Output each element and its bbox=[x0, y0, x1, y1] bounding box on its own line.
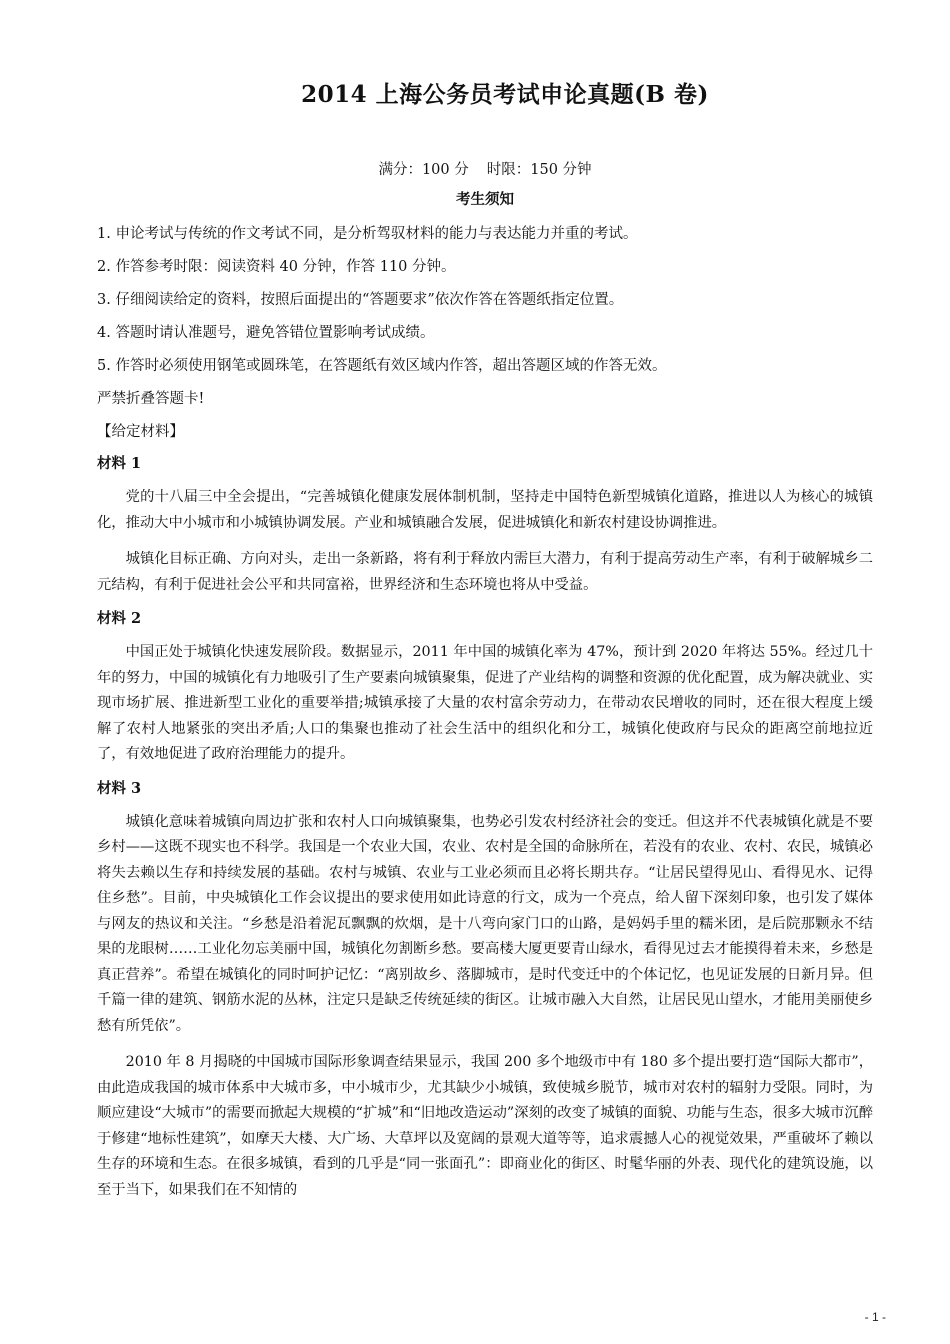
document-title: 2014 上海公务员考试申论真题(B 卷) bbox=[301, 81, 709, 108]
notice-item-4: 4. 答题时请认准题号，避免答错位置影响考试成绩。 bbox=[97, 325, 435, 341]
exam-page bbox=[97, 78, 873, 1214]
material-2-paragraph-1: 中国正处于城镇化快速发展阶段。数据显示，2011 年中国的城镇化率为 47%，预计到 2020 年将达 55%。经过几十年的努力，中国的城镇化有力地吸引了生产要素向城镇聚集，促进了产业结构的调整和资源的优化配置，成为解决就业、实现市场扩展、推进新型工业化的重要举措;城镇承接了大量的农村富余劳动力，在带动农民增收的同时，还在很大程度上缓解了农村人地紧张的突出矛盾;人口的集聚也推动了社会生活中的组织化和分工，城镇化使政府与民众的距离空前地拉近了，有效地促进了政府治理能力的提升。 bbox=[97, 644, 873, 762]
exam-meta bbox=[97, 160, 873, 180]
page-number: - 1 - bbox=[864, 1310, 886, 1324]
material-3-paragraph-1: 城镇化意味着城镇向周边扩张和农村人口向城镇聚集，也势必引发农村经济社会的变迁。但这并不代表城镇化就是不要乡村——这既不现实也不科学。我国是一个农业大国，农业、农村是全国的命脉所在，若没有的农业、农村、农民，城镇必将失去赖以生存和持续发展的基础。农村与城镇、农业与工业必须而且必将长期共存。“让居民望得见山、看得见水、记得住乡愁”。目前，中央城镇化工作会议提出的要求使用如此诗意的行文，成为一个亮点，给人留下深刻印象，也引发了媒体与网友的热议和关注。“乡愁是沿着泥瓦飘飘的炊烟，是十八弯向家门口的山路，是妈妈手里的糯米团，是后院那颗永不结果的龙眼树……工业化勿忘美丽中国，城镇化勿割断乡愁。要高楼大厦更要青山绿水，看得见过去才能摸得着未来，乡愁是真正营养”。希望在城镇化的同时呵护记忆：“离别故乡、落脚城市，是时代变迁中的个体记忆，也见证发展的日新月异。但千篇一律的建筑、钢筋水泥的丛林，注定只是缺乏传统延续的街区。让城市融入大自然，让居民见山望水，才能用美丽使乡愁有所凭依”。 bbox=[97, 813, 873, 1034]
material-1-heading: 材料 1 bbox=[97, 455, 142, 472]
material-1-paragraph-1: 党的十八届三中全会提出，“完善城镇化健康发展体制机制，坚持走中国特色新型城镇化道路，推进以人为核心的城镇化，推动大中小城市和小城镇协调发展。产业和城镇融合发展，促进城镇化和新农村建设协调推进。 bbox=[97, 489, 873, 531]
notice-warning: 严禁折叠答题卡! bbox=[97, 391, 205, 407]
score-info: 满分：100 分 bbox=[378, 162, 469, 178]
material-3-heading: 材料 3 bbox=[97, 779, 142, 797]
notice-item-3: 3. 仔细阅读给定的资料，按照后面提出的“答题要求”依次作答在答题纸指定位置。 bbox=[97, 292, 624, 308]
materials-heading: 【给定材料】 bbox=[97, 424, 184, 440]
material-2-heading: 材料 2 bbox=[97, 610, 142, 627]
notice-item-2: 2. 作答参考时限：阅读资料 40 分钟，作答 110 分钟。 bbox=[97, 259, 456, 275]
time-limit-info: 时限：150 分钟 bbox=[486, 162, 592, 178]
notice-item-5: 5. 作答时必须使用钢笔或圆珠笔，在答题纸有效区域内作答，超出答题区域的作答无效。 bbox=[97, 358, 667, 374]
notice-item-1: 1. 申论考试与传统的作文考试不同，是分析驾驭材料的能力与表达能力并重的考试。 bbox=[97, 226, 638, 242]
material-1-paragraph-2: 城镇化目标正确、方向对头，走出一条新路，将有利于释放内需巨大潜力，有利于提高劳动生产率，有利于破解城乡二元结构，有利于促进社会公平和共同富裕，世界经济和生态环境也将从中受益。 bbox=[97, 551, 873, 593]
material-3-paragraph-2: 2010 年 8 月揭晓的中国城市国际形象调查结果显示，我国 200 多个地级市中有 180 多个提出要打造“国际大都市”，由此造成我国的城市体系中大城市多，中小城市少，尤其缺少小城镇，致使城乡脱节，城市对农村的辐射力受限。同时，为顺应建设“大城市”的需要而掀起大规模的“扩城”和“旧地改造运动”深刻的改变了城镇的面貌、功能与生态，很多大城市沉醉于修建“地标性建筑”，如摩天大楼、大广场、大草坪以及宽阔的景观大道等等，追求震撼人心的视觉效果，严重破坏了赖以生存的环境和生态。在很多城镇，看到的几乎是“同一张面孔”：即商业化的街区、时髦华丽的外表、现代化的建筑设施，以至于当下，如果我们在不知情的 bbox=[97, 1054, 873, 1198]
notice-heading: 考生须知 bbox=[456, 191, 514, 208]
